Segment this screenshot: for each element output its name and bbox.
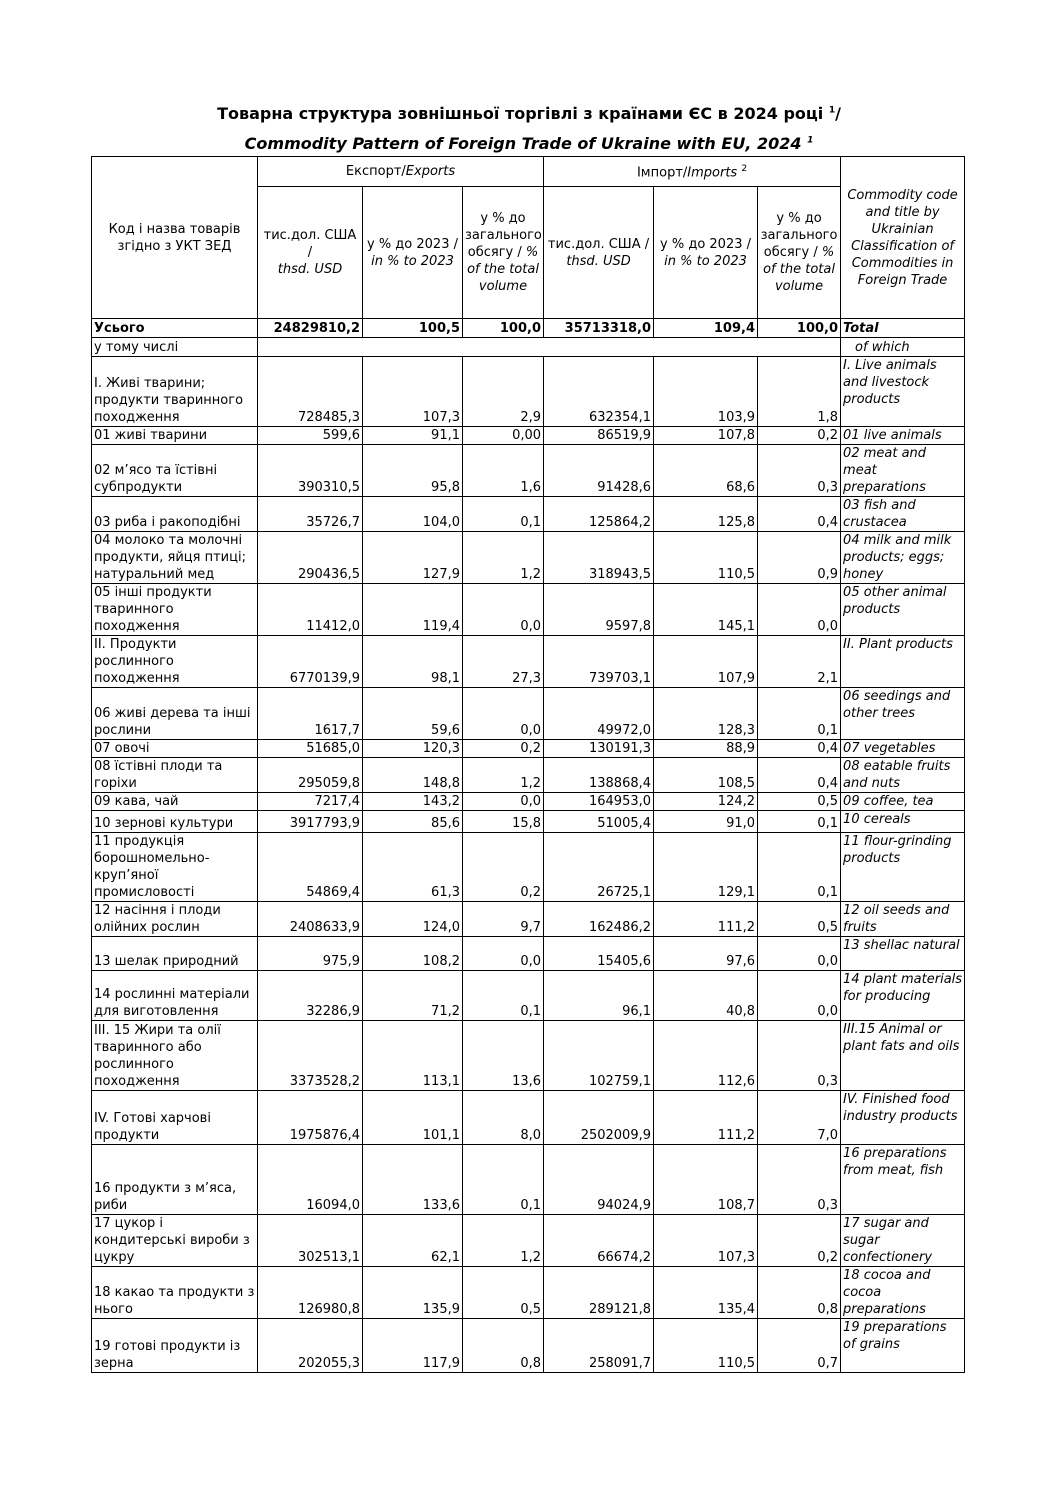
cell-exs: 1,6 (463, 445, 544, 497)
of-which-ua: у тому числі (92, 338, 258, 357)
cell-imp: 135,4 (654, 1267, 758, 1319)
cell-label-ua: 04 молоко та молочнi продукти, яйця птиці; натуральний мед (92, 532, 258, 584)
cell-ex: 290436,5 (258, 532, 363, 584)
cell-ims: 0,1 (758, 688, 841, 740)
cell-ex: 728485,3 (258, 357, 363, 427)
cell-exs: 0,1 (463, 971, 544, 1021)
header-ex-thsd (258, 187, 363, 319)
cell-exs: 0,1 (463, 497, 544, 532)
cell-label-ua: 18 какао та продукти з нього (92, 1267, 258, 1319)
cell-label-ua: 03 риба i ракоподібні (92, 497, 258, 532)
table-row (92, 688, 965, 740)
cell-label-en: II. Plant products (841, 636, 965, 688)
cell-exp: 61,3 (363, 833, 463, 902)
cell-exp: 107,3 (363, 357, 463, 427)
cell-im: 51005,4 (544, 811, 654, 833)
cell-ex: 16094,0 (258, 1145, 363, 1215)
table-row (92, 584, 965, 636)
header-ex-share (463, 187, 544, 319)
cell-ims: 2,1 (758, 636, 841, 688)
cell-label-ua: I. Живі тварини; продукти тваринного походження (92, 357, 258, 427)
cell-label-ua: 16 продукти з м’яса, риби (92, 1145, 258, 1215)
total-row (92, 319, 965, 338)
cell-ims: 0,4 (758, 758, 841, 793)
cell-label-ua: 19 готові продукти із зерна (92, 1319, 258, 1373)
title-en: Commodity Pattern of Foreign Trade of Ukraine with EU, 2024 (244, 134, 802, 153)
cell-exp: 98,1 (363, 636, 463, 688)
table-row (92, 740, 965, 758)
cell-label-en: 14 plant materials for producing (841, 971, 965, 1021)
cell-imp: 129,1 (654, 833, 758, 902)
cell-exs: 0,2 (463, 833, 544, 902)
cell-exs: 0,00 (463, 427, 544, 445)
cell-im: 138868,4 (544, 758, 654, 793)
cell-imp: 68,6 (654, 445, 758, 497)
cell-exs: 1,2 (463, 758, 544, 793)
cell-ims: 0,3 (758, 1021, 841, 1091)
cell-label-ua: 07 овочі (92, 740, 258, 758)
header-im-thsd (544, 187, 654, 319)
cell-ims: 0,2 (758, 1215, 841, 1267)
cell-im: 632354,1 (544, 357, 654, 427)
cell-ex: 6770139,9 (258, 636, 363, 688)
cell-ex: 975,9 (258, 937, 363, 971)
header-im-thsd-ua: тис.дол. США / (547, 236, 650, 252)
cell-imp: 103,9 (654, 357, 758, 427)
cell-exp: 85,6 (363, 811, 463, 833)
cell-label-ua: 14 рослинні матеріали для виготовлення (92, 971, 258, 1021)
cell-exp: 108,2 (363, 937, 463, 971)
total-ims: 100,0 (758, 319, 841, 338)
cell-imp: 108,5 (654, 758, 758, 793)
title-ua-footnote: 1 (828, 105, 836, 116)
cell-exp: 148,8 (363, 758, 463, 793)
cell-ex: 390310,5 (258, 445, 363, 497)
cell-ex: 1975876,4 (258, 1091, 363, 1145)
cell-label-en: IV. Finished food industry products (841, 1091, 965, 1145)
cell-im: 102759,1 (544, 1021, 654, 1091)
cell-exp: 101,1 (363, 1091, 463, 1145)
header-im-pct-ua: у % до 2023 / (660, 236, 751, 252)
total-imp: 109,4 (654, 319, 758, 338)
cell-ims: 0,3 (758, 1145, 841, 1215)
cell-ex: 599,6 (258, 427, 363, 445)
cell-exp: 127,9 (363, 532, 463, 584)
cell-exs: 8,0 (463, 1091, 544, 1145)
cell-exs: 0,0 (463, 793, 544, 811)
cell-ims: 0,0 (758, 584, 841, 636)
cell-label-en: 01 live animals (841, 427, 965, 445)
cell-label-en: 08 eatable fruits and nuts (841, 758, 965, 793)
cell-im: 125864,2 (544, 497, 654, 532)
header-code-ua: Код і назва товарів згідно з УКТ ЗЕД (92, 157, 258, 319)
cell-im: 739703,1 (544, 636, 654, 688)
cell-ex: 1617,7 (258, 688, 363, 740)
cell-imp: 128,3 (654, 688, 758, 740)
cell-imp: 108,7 (654, 1145, 758, 1215)
total-label-en: Total (841, 319, 965, 338)
cell-exp: 143,2 (363, 793, 463, 811)
cell-exp: 59,6 (363, 688, 463, 740)
cell-label-en: 16 preparations from meat, fish (841, 1145, 965, 1215)
cell-imp: 110,5 (654, 532, 758, 584)
cell-ims: 0,0 (758, 971, 841, 1021)
total-label-ua: Усього (92, 319, 258, 338)
cell-label-ua: 13 шелак природний (92, 937, 258, 971)
header-im-share-en: % of the total volume (763, 245, 835, 294)
cell-label-ua: 17 цукор і кондитерські вироби з цукру (92, 1215, 258, 1267)
total-exs: 100,0 (463, 319, 544, 338)
header-imports-en: Imports (687, 165, 738, 181)
header-imports-ua: Імпорт/ (636, 165, 688, 181)
cell-im: 26725,1 (544, 833, 654, 902)
cell-exp: 104,0 (363, 497, 463, 532)
cell-label-en: 02 meat and meat preparations (841, 445, 965, 497)
cell-ex: 51685,0 (258, 740, 363, 758)
cell-ex: 202055,3 (258, 1319, 363, 1373)
cell-ims: 0,5 (758, 793, 841, 811)
cell-im: 258091,7 (544, 1319, 654, 1373)
cell-imp: 111,2 (654, 1091, 758, 1145)
cell-label-en: 12 oil seeds and fruits (841, 902, 965, 937)
table-row (92, 1021, 965, 1091)
cell-ex: 54869,4 (258, 833, 363, 902)
cell-label-en: 11 flour-grinding products (841, 833, 965, 902)
cell-ims: 7,0 (758, 1091, 841, 1145)
cell-exs: 0,0 (463, 688, 544, 740)
of-which-en: of which (841, 338, 965, 357)
cell-label-ua: 12 насiння i плоди олійних рослин (92, 902, 258, 937)
table-row (92, 971, 965, 1021)
header-im-share-ua: у % до загального обсягу / (760, 211, 838, 260)
cell-ex: 126980,8 (258, 1267, 363, 1319)
header-ex-thsd-ua: тис.дол. США / (263, 228, 357, 260)
cell-label-en: 06 seedings and other trees (841, 688, 965, 740)
cell-ex: 2408633,9 (258, 902, 363, 937)
cell-exs: 0,1 (463, 1145, 544, 1215)
cell-label-en: 17 sugar and sugar confectionery (841, 1215, 965, 1267)
cell-exs: 0,0 (463, 584, 544, 636)
cell-exp: 62,1 (363, 1215, 463, 1267)
cell-ims: 0,2 (758, 427, 841, 445)
table-row (92, 811, 965, 833)
cell-ex: 3373528,2 (258, 1021, 363, 1091)
cell-imp: 111,2 (654, 902, 758, 937)
total-im: 35713318,0 (544, 319, 654, 338)
header-im-pct (654, 187, 758, 319)
of-which-row (92, 338, 965, 357)
title-ua-suffix: / (835, 104, 841, 123)
cell-im: 130191,3 (544, 740, 654, 758)
table-row (92, 902, 965, 937)
cell-exp: 135,9 (363, 1267, 463, 1319)
cell-ims: 0,4 (758, 497, 841, 532)
header-imports-footnote: 2 (741, 164, 748, 175)
cell-label-en: 07 vegetables (841, 740, 965, 758)
cell-ex: 32286,9 (258, 971, 363, 1021)
table-row (92, 1215, 965, 1267)
cell-exs: 0,2 (463, 740, 544, 758)
table-row (92, 1267, 965, 1319)
cell-exp: 95,8 (363, 445, 463, 497)
cell-exs: 0,0 (463, 937, 544, 971)
cell-exs: 1,2 (463, 532, 544, 584)
table-row (92, 357, 965, 427)
header-im-share (758, 187, 841, 319)
cell-exs: 0,8 (463, 1319, 544, 1373)
cell-im: 66674,2 (544, 1215, 654, 1267)
table-row (92, 937, 965, 971)
cell-ex: 3917793,9 (258, 811, 363, 833)
cell-label-ua: 09 кава, чай (92, 793, 258, 811)
title-ua: Товарна структура зовнішньої торгівлі з країнами ЄС в 2024 році (217, 104, 824, 123)
cell-ex: 295059,8 (258, 758, 363, 793)
table-row (92, 758, 965, 793)
cell-label-en: 05 other animal products (841, 584, 965, 636)
cell-im: 164953,0 (544, 793, 654, 811)
cell-label-ua: 01 живі тварини (92, 427, 258, 445)
cell-exp: 91,1 (363, 427, 463, 445)
cell-label-ua: 06 живі дерева та інші рослини (92, 688, 258, 740)
cell-ex: 302513,1 (258, 1215, 363, 1267)
cell-imp: 88,9 (654, 740, 758, 758)
cell-ims: 0,9 (758, 532, 841, 584)
cell-label-en: I. Live animals and livestock products (841, 357, 965, 427)
cell-exp: 113,1 (363, 1021, 463, 1091)
cell-label-en: 10 cereals (841, 811, 965, 833)
cell-exp: 133,6 (363, 1145, 463, 1215)
cell-label-en: 03 fish and crustacea (841, 497, 965, 532)
cell-imp: 107,8 (654, 427, 758, 445)
cell-exp: 71,2 (363, 971, 463, 1021)
cell-label-ua: IV. Готові харчові продукти (92, 1091, 258, 1145)
header-ex-share-ua: у % до загального обсягу / (465, 211, 542, 260)
table-row (92, 636, 965, 688)
cell-imp: 107,9 (654, 636, 758, 688)
cell-label-en: 18 cocoa and cocoa preparations (841, 1267, 965, 1319)
cell-ex: 11412,0 (258, 584, 363, 636)
total-exp: 100,5 (363, 319, 463, 338)
cell-im: 49972,0 (544, 688, 654, 740)
cell-exs: 2,9 (463, 357, 544, 427)
cell-exp: 119,4 (363, 584, 463, 636)
cell-label-ua: 05 інші продукти тваринного походження (92, 584, 258, 636)
cell-imp: 112,6 (654, 1021, 758, 1091)
cell-imp: 40,8 (654, 971, 758, 1021)
cell-imp: 145,1 (654, 584, 758, 636)
cell-exp: 117,9 (363, 1319, 463, 1373)
cell-label-en: 13 shellac natural (841, 937, 965, 971)
cell-exs: 9,7 (463, 902, 544, 937)
cell-exp: 120,3 (363, 740, 463, 758)
cell-label-en: III.15 Animal or plant fats and oils (841, 1021, 965, 1091)
cell-label-ua: II. Продукти рослинного походження (92, 636, 258, 688)
table-row (92, 1319, 965, 1373)
table-row (92, 1091, 965, 1145)
cell-label-en: 09 coffee, tea (841, 793, 965, 811)
cell-exp: 124,0 (363, 902, 463, 937)
cell-imp: 107,3 (654, 1215, 758, 1267)
header-im-thsd-en: thsd. USD (566, 253, 631, 269)
title-en-footnote: 1 (807, 135, 814, 146)
cell-im: 15405,6 (544, 937, 654, 971)
header-code-en: Commodity code and title by Ukrainian Classification of Commodities in Foreign Trade (841, 157, 965, 319)
page-title (0, 104, 1058, 123)
cell-im: 162486,2 (544, 902, 654, 937)
cell-ims: 0,1 (758, 833, 841, 902)
table-row (92, 427, 965, 445)
trade-table (91, 156, 965, 1373)
cell-imp: 124,2 (654, 793, 758, 811)
cell-exs: 13,6 (463, 1021, 544, 1091)
cell-exs: 27,3 (463, 636, 544, 688)
total-ex: 24829810,2 (258, 319, 363, 338)
cell-exs: 0,5 (463, 1267, 544, 1319)
table-row (92, 497, 965, 532)
cell-ims: 1,8 (758, 357, 841, 427)
cell-im: 94024,9 (544, 1145, 654, 1215)
header-exports-ua: Експорт/ (345, 164, 406, 179)
header-im-pct-en: in % to 2023 (664, 253, 747, 269)
cell-ex: 7217,4 (258, 793, 363, 811)
cell-label-en: 19 preparations of grains (841, 1319, 965, 1373)
cell-im: 96,1 (544, 971, 654, 1021)
cell-im: 91428,6 (544, 445, 654, 497)
cell-label-ua: 08 їстівні плоди та горіхи (92, 758, 258, 793)
cell-im: 318943,5 (544, 532, 654, 584)
cell-imp: 110,5 (654, 1319, 758, 1373)
cell-exs: 15,8 (463, 811, 544, 833)
cell-ex: 35726,7 (258, 497, 363, 532)
cell-im: 86519,9 (544, 427, 654, 445)
header-ex-thsd-en: thsd. USD (277, 262, 343, 277)
cell-label-ua: 11 продукцiя борошномельно-круп’яної промисловості (92, 833, 258, 902)
header-imports (544, 157, 841, 187)
cell-label-ua: 02 м’ясо та їстівні субпродукти (92, 445, 258, 497)
cell-im: 9597,8 (544, 584, 654, 636)
cell-imp: 97,6 (654, 937, 758, 971)
cell-im: 2502009,9 (544, 1091, 654, 1145)
cell-exs: 1,2 (463, 1215, 544, 1267)
cell-im: 289121,8 (544, 1267, 654, 1319)
page-subtitle (0, 134, 1058, 153)
of-which-blank (258, 338, 841, 357)
header-ex-share-en: % of the total volume (467, 245, 539, 294)
cell-label-en: 04 milk and milk products; eggs; honey (841, 532, 965, 584)
table-row (92, 445, 965, 497)
table-row (92, 532, 965, 584)
cell-imp: 91,0 (654, 811, 758, 833)
cell-label-ua: 10 зерновi культури (92, 811, 258, 833)
cell-ims: 0,3 (758, 445, 841, 497)
cell-ims: 0,8 (758, 1267, 841, 1319)
cell-imp: 125,8 (654, 497, 758, 532)
header-ex-pct-ua: у % до 2023 / (367, 236, 458, 252)
header-ex-pct (363, 187, 463, 319)
cell-label-ua: III. 15 Жири та олії тваринного або рослинного походження (92, 1021, 258, 1091)
cell-ims: 0,5 (758, 902, 841, 937)
cell-ims: 0,1 (758, 811, 841, 833)
header-ex-pct-en: in % to 2023 (371, 253, 454, 269)
table-row (92, 793, 965, 811)
header-exports-en: Exports (405, 164, 456, 179)
cell-ims: 0,7 (758, 1319, 841, 1373)
cell-ims: 0,0 (758, 937, 841, 971)
table-row (92, 1145, 965, 1215)
header-exports (258, 157, 544, 187)
table-row (92, 833, 965, 902)
cell-ims: 0,4 (758, 740, 841, 758)
